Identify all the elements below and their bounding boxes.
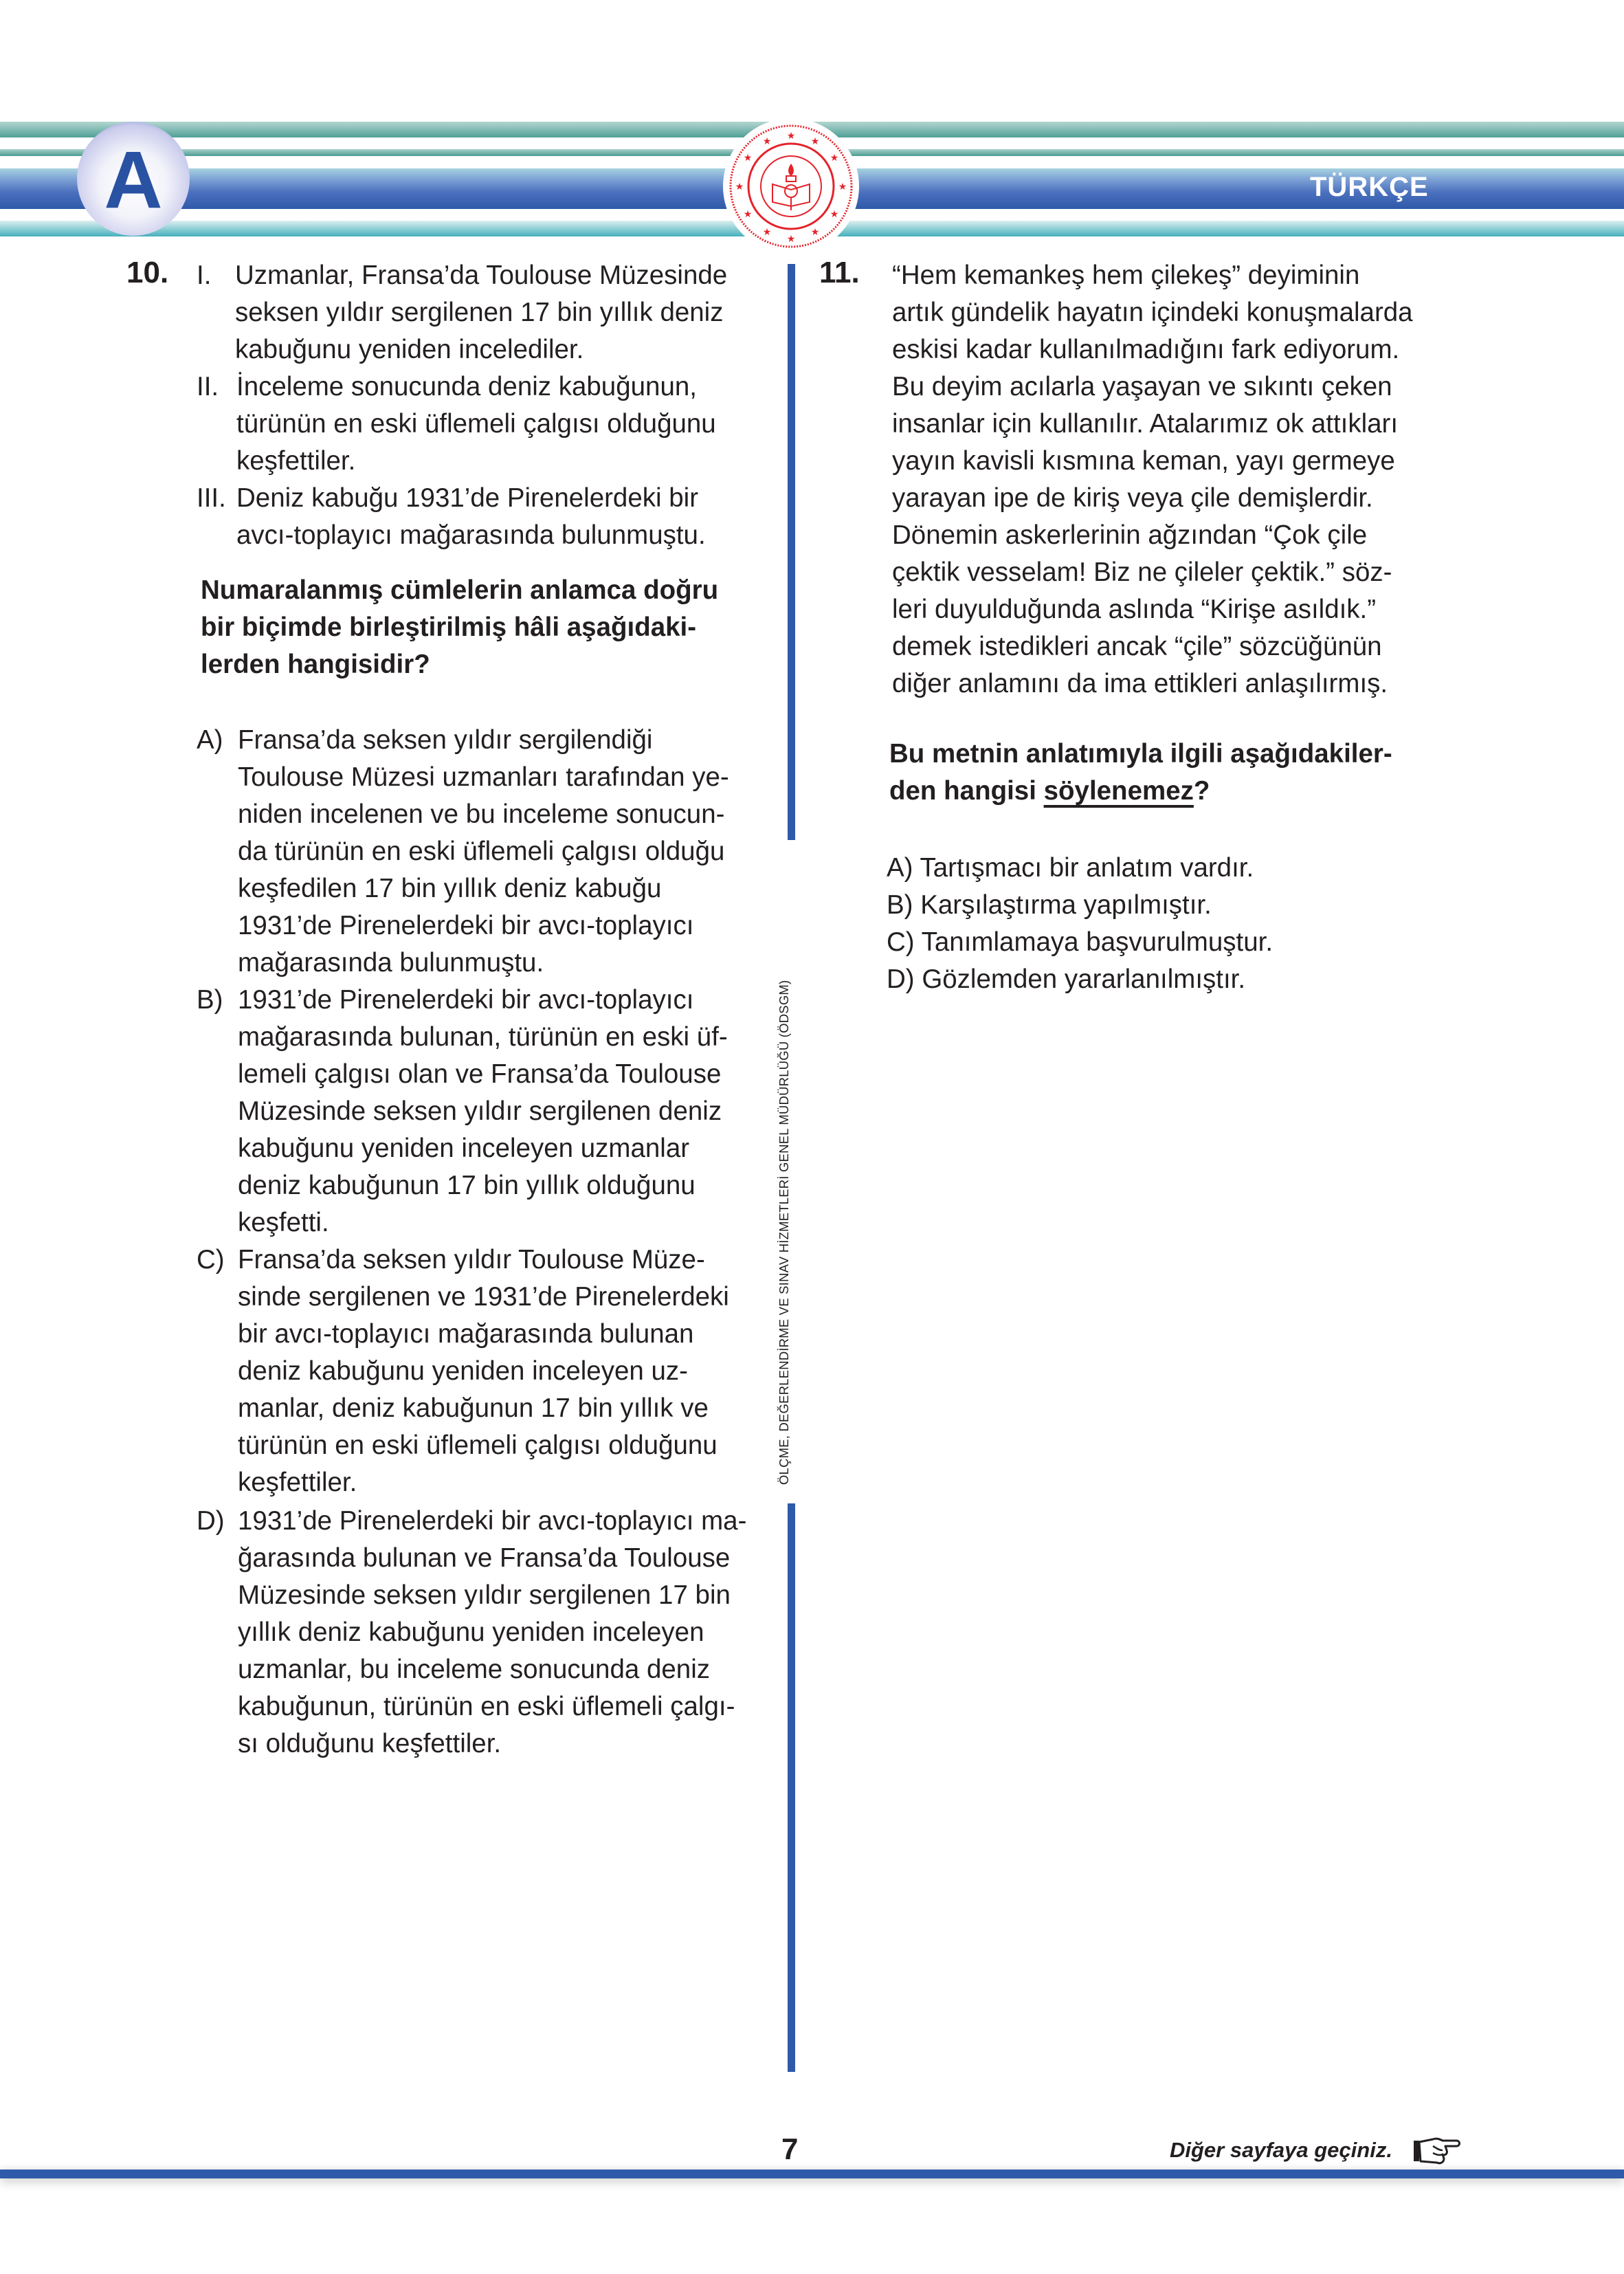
svg-text:★: ★ (838, 181, 847, 192)
svg-text:★: ★ (810, 135, 820, 146)
statement-iii (236, 480, 706, 554)
option-label: A) (887, 853, 913, 883)
prompt-line: Numaralanmış cümlelerin anlamca doğru (201, 575, 719, 605)
option-text: Tartışmacı bir anlatım vardır. (920, 853, 1254, 883)
subject-title: TÜRKÇE (1310, 172, 1429, 202)
option-line: Müzesinde seksen yıldır sergilenen 17 bin (238, 1580, 731, 1610)
svg-text:★: ★ (762, 226, 772, 237)
pointing-hand-icon (1412, 2135, 1462, 2169)
svg-text:★: ★ (830, 208, 839, 219)
option-line: mağarasında bulunan, türünün en eski üf- (238, 1022, 728, 1052)
passage-line: artık gündelik hayatın içindeki konuşmalarda (892, 298, 1413, 327)
passage-line: çektik vesselam! Biz ne çileler çektik.” söz- (892, 558, 1392, 587)
svg-text:★: ★ (786, 130, 796, 141)
option-line: kabuğunun, türünün en eski üflemeli çalgı- (238, 1692, 735, 1721)
statement-line: avcı-toplayıcı mağarasında bulunmuştu. (236, 520, 706, 550)
statement-line: İnceleme sonucunda deniz kabuğunun, (236, 372, 697, 401)
option-line: sı olduğunu keşfettiler. (238, 1729, 502, 1758)
passage-line: yayın kavisli kısmına keman, yayı germeye (892, 446, 1395, 476)
option-b[interactable] (238, 982, 728, 1241)
statement-line: türünün en eski üflemeli çalgısı olduğunu (236, 409, 716, 439)
passage-line: eskisi kadar kullanılmadığını fark ediyorum. (892, 335, 1400, 364)
option-line: Fransa’da seksen yıldır sergilendiği (238, 725, 653, 755)
option-c[interactable] (238, 1241, 729, 1501)
option-line: mağarasında bulunmuştu. (238, 948, 544, 978)
option-line: 1931’de Pirenelerdeki bir avcı-toplayıcı (238, 911, 694, 940)
option-line: niden incelenen ve bu inceleme sonucun- (238, 799, 725, 829)
option-line: manlar, deniz kabuğunun 17 bin yıllık ve (238, 1393, 709, 1423)
option-label: B) (887, 890, 913, 920)
option-d-label[interactable]: D) (197, 1506, 225, 1536)
statement-line: Deniz kabuğu 1931’de Pirenelerdeki bir (236, 483, 699, 513)
meb-seal-icon (723, 118, 859, 254)
prompt-line: Bu metnin anlatımıyla ilgili aşağıdakiler- (889, 739, 1392, 769)
option-b-label[interactable]: B) (197, 985, 223, 1015)
option-line: uzmanlar, bu inceleme sonucunda deniz (238, 1655, 711, 1684)
option-line: keşfetti. (238, 1208, 329, 1237)
passage (892, 257, 1413, 703)
prompt-text: den hangisi (889, 776, 1044, 806)
svg-text:★: ★ (735, 181, 744, 192)
option-line: 1931’de Pirenelerdeki bir avcı-toplayıcı ma- (238, 1506, 747, 1536)
option-line: deniz kabuğunun 17 bin yıllık olduğunu (238, 1171, 696, 1200)
option-line: yıllık deniz kabuğunu yeniden inceleyen (238, 1618, 704, 1647)
option-c[interactable] (887, 924, 1273, 961)
option-line: 1931’de Pirenelerdeki bir avcı-toplayıcı (238, 985, 694, 1015)
passage-line: Dönemin askerlerinin ağzından “Çok çile (892, 520, 1368, 550)
passage-line: yarayan ipe de kiriş veya çile demişlerdir. (892, 483, 1373, 513)
option-line: keşfettiler. (238, 1468, 357, 1497)
option-line: da türünün en eski üflemeli çalgısı olduğu (238, 837, 725, 866)
passage-line: leri duyulduğunda aslında “Kirişe asıldık.” (892, 595, 1377, 624)
option-text: Gözlemden yararlanılmıştır. (922, 964, 1246, 994)
option-line: deniz kabuğunu yeniden inceleyen uz- (238, 1356, 688, 1386)
option-a[interactable] (887, 850, 1273, 887)
prompt-line: lerden hangisidir? (201, 650, 430, 679)
statement-i (235, 257, 727, 368)
statement-line: keşfettiler. (236, 446, 356, 476)
statement-line: kabuğunu yeniden incelediler. (235, 335, 584, 364)
option-a[interactable] (238, 722, 729, 982)
option-line: keşfedilen 17 bin yıllık deniz kabuğu (238, 874, 662, 903)
next-page-note: Diğer sayfaya geçiniz. (1170, 2138, 1392, 2162)
passage-line: demek istedikleri ancak “çile” sözcüğünün (892, 632, 1382, 661)
prompt-line (889, 773, 1392, 810)
statement-line: Uzmanlar, Fransa’da Toulouse Müzesinde (235, 261, 728, 290)
passage-line: “Hem kemankeş hem çilekeş” deyiminin (892, 261, 1360, 290)
passage-line: insanlar için kullanılır. Atalarımız ok attıkları (892, 409, 1399, 439)
booklet-badge (77, 122, 190, 236)
prompt-text: ? (1193, 776, 1210, 806)
option-line: Fransa’da seksen yıldır Toulouse Müze- (238, 1245, 705, 1274)
statement-line: seksen yıldır sergilenen 17 bin yıllık deniz (235, 298, 724, 327)
question-prompt (889, 736, 1392, 810)
question-number: 10. (126, 256, 169, 289)
svg-text:★: ★ (786, 233, 796, 244)
option-line: kabuğunu yeniden inceleyen uzmanlar (238, 1134, 690, 1163)
svg-text:★: ★ (810, 226, 820, 237)
option-label: C) (887, 927, 915, 957)
passage-line: diğer anlamını da ima ettikleri anlaşılırmış. (892, 669, 1388, 698)
option-a-label[interactable]: A) (197, 725, 223, 755)
option-line: türünün en eski üflemeli çalgısı olduğunu (238, 1431, 718, 1460)
statement-numeral: II. (197, 372, 219, 401)
option-line: lemeli çalgısı olan ve Fransa’da Toulouse (238, 1059, 722, 1089)
option-b[interactable] (887, 887, 1273, 924)
prompt-line: bir biçimde birleştirilmiş hâli aşağıdaki- (201, 612, 697, 642)
option-c-label[interactable]: C) (197, 1245, 225, 1274)
svg-text:★: ★ (830, 152, 839, 163)
footer-bar (0, 2170, 1624, 2178)
publisher-side-text: ÖLÇME, DEĞERLENDİRME VE SINAV HİZMETLERİ GENEL MÜDÜRLÜĞÜ (ÖDSGM) (777, 980, 791, 1485)
svg-text:★: ★ (743, 208, 753, 219)
option-d[interactable] (887, 961, 1273, 998)
options-list (887, 850, 1273, 998)
svg-text:★: ★ (743, 152, 753, 163)
option-label: D) (887, 964, 915, 994)
option-d[interactable] (238, 1503, 746, 1763)
booklet-letter: A (104, 135, 163, 225)
option-text: Tanımlamaya başvurulmuştur. (921, 927, 1273, 957)
passage-line: Bu deyim acılarla yaşayan ve sıkıntı çeken (892, 372, 1392, 401)
option-text: Karşılaştırma yapılmıştır. (920, 890, 1212, 920)
svg-text:★: ★ (762, 135, 772, 146)
option-line: Toulouse Müzesi uzmanları tarafından ye- (238, 762, 729, 792)
question-number: 11. (819, 256, 860, 289)
option-line: ğarasında bulunan ve Fransa’da Toulouse (238, 1543, 731, 1573)
page-number: 7 (781, 2132, 799, 2166)
option-line: sinde sergilenen ve 1931’de Pirenelerdeki (238, 1282, 729, 1312)
question-prompt (201, 572, 718, 683)
option-line: Müzesinde seksen yıldır sergilenen deniz (238, 1096, 722, 1126)
prompt-emphasis: söylenemez (1043, 776, 1194, 806)
statement-numeral: I. (197, 261, 212, 290)
statement-numeral: III. (197, 483, 226, 513)
statement-ii (236, 368, 716, 480)
option-line: bir avcı-toplayıcı mağarasında bulunan (238, 1319, 694, 1349)
